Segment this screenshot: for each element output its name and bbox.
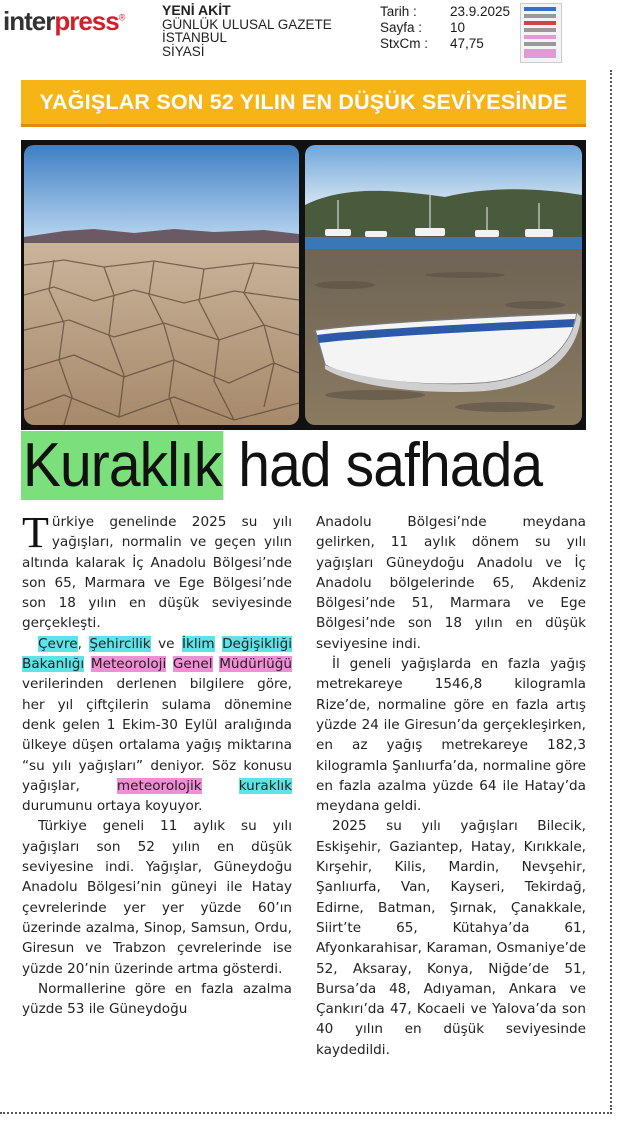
publication-subtitle: GÜNLÜK ULUSAL GAZETE	[162, 16, 332, 32]
date-value: 23.9.2025	[450, 4, 511, 19]
publication-name: YENİ AKİT	[162, 2, 231, 18]
paragraph-3: Türkiye geneli 11 aylık su yılı yağışları son 52 yılın en düşük seviyesine indi. Yağışlar, Güneydoğu Anadolu Bölgesi’nin güneyi ile Hatay çevrelerinde yer yer yüzde 60’ın üzerinde azalma, Sinop, Samsun, Ordu, Giresun ve Trabzon çevrelerinde ise yüzde 20’nin üzerinde artma gösterdi.	[22, 818, 292, 977]
paragraph-7: 2025 su yılı yağışları Bilecik, Eskişehir, Gaziantep, Hatay, Kırıkkale, Kırşehir, Kilis, Mardin, Nevşehir, Şanlıurfa, Van, Kayseri, Tekirdağ, Edirne, Batman, Şırnak, Çanakkale, Siirt’te 65, Kütahya’da 61, Afyonkarahisar, Karaman, Osmaniye’de 52, Aksaray, Konya, Niğde’de 51, Bursa’da 48, Adıyaman, Ankara ve Çankırı’da 47, Kocaeli ve Yalova’da son 40 yılın en düşük seviyesinde kaydedildi.	[316, 818, 586, 1058]
publication-section: SİYASİ	[162, 43, 205, 59]
banner-text: YAĞIŞLAR SON 52 YILIN EN DÜŞÜK SEVİYESİNDE	[39, 89, 568, 114]
page-label: Sayfa :	[380, 20, 423, 35]
stxcm-value: 47,75	[450, 36, 484, 51]
paragraph-5: Anadolu Bölgesi’nde meydana gelirken, 11 aylık dönem su yılı yağışları Güneydoğu Anadolu ve İç Anadolu bölgelerinde 65, Akdeniz Bölgesi’nde 51, Marmara ve Ege Bölgesi’nde son 18 yılın en düşük seviyesine indi.	[316, 514, 586, 652]
photo-strip	[21, 140, 586, 430]
stxcm-label: StxCm :	[380, 36, 429, 51]
paragraph-4: Normallerine göre en fazla azalma yüzde 53 ile Güneydoğu	[22, 980, 292, 1018]
topic-banner	[21, 80, 586, 127]
clipping-details	[380, 4, 510, 52]
paragraph-2: Çevre, Şehircilik ve İklim Değişikliği Bakanlığı Meteoroloji Genel Müdürlüğü verilerinden derlenen bilgilere göre, her yıl çiftçilerin sulama dönemine denk gelen 1 Ekim-30 Eylül aralığında ülkeye düşen ortalama yağış miktarına “su yılı yağışları” deniyor. Söz konusu yağışlar, meteorolojik kuraklık durumunu ortaya koyuyor.	[22, 635, 293, 815]
paragraph-6: İl geneli yağışlarda en fazla yağış metrekareye 1546,8 kilogramla Rize’de, normaline göre en fazla artış yüzde 24 ile Giresun’da gerçekleşirken, en az yağış metrekareye 182,3 kilogramla Şanlıurfa’da, normaline göre en fazla azalma yüzde 64 ile Hatay’da meydana geldi.	[316, 656, 586, 815]
publication-city: İSTANBUL	[162, 30, 228, 45]
cracked-earth-photo	[24, 145, 299, 425]
headline-rest: had safhada	[223, 431, 543, 500]
interpress-logo: interpress®	[3, 6, 125, 36]
headline	[21, 426, 542, 506]
article-column-1	[22, 508, 293, 1019]
drop-cap: T	[22, 508, 49, 557]
date-label: Tarih :	[380, 4, 417, 19]
dry-lake-boat-photo	[305, 145, 582, 425]
paragraph-1: Türkiye genelinde 2025 su yılı yağışları, normalin ve geçen yılın altında kalarak İç Anadolu Bölgesi’nde son 65, Marmara ve Ege Bölgesi’nde son 18 yılın en düşük seviyesinde gerçekleşti.	[22, 508, 292, 632]
article-column-2	[316, 512, 586, 1060]
clipping-meta	[162, 4, 332, 58]
page-thumbnail	[520, 3, 562, 63]
clip-border-bottom	[0, 1112, 612, 1114]
clip-border-right	[610, 70, 612, 1110]
page-value: 10	[450, 20, 466, 35]
headline-highlight: Kuraklık	[22, 431, 222, 500]
